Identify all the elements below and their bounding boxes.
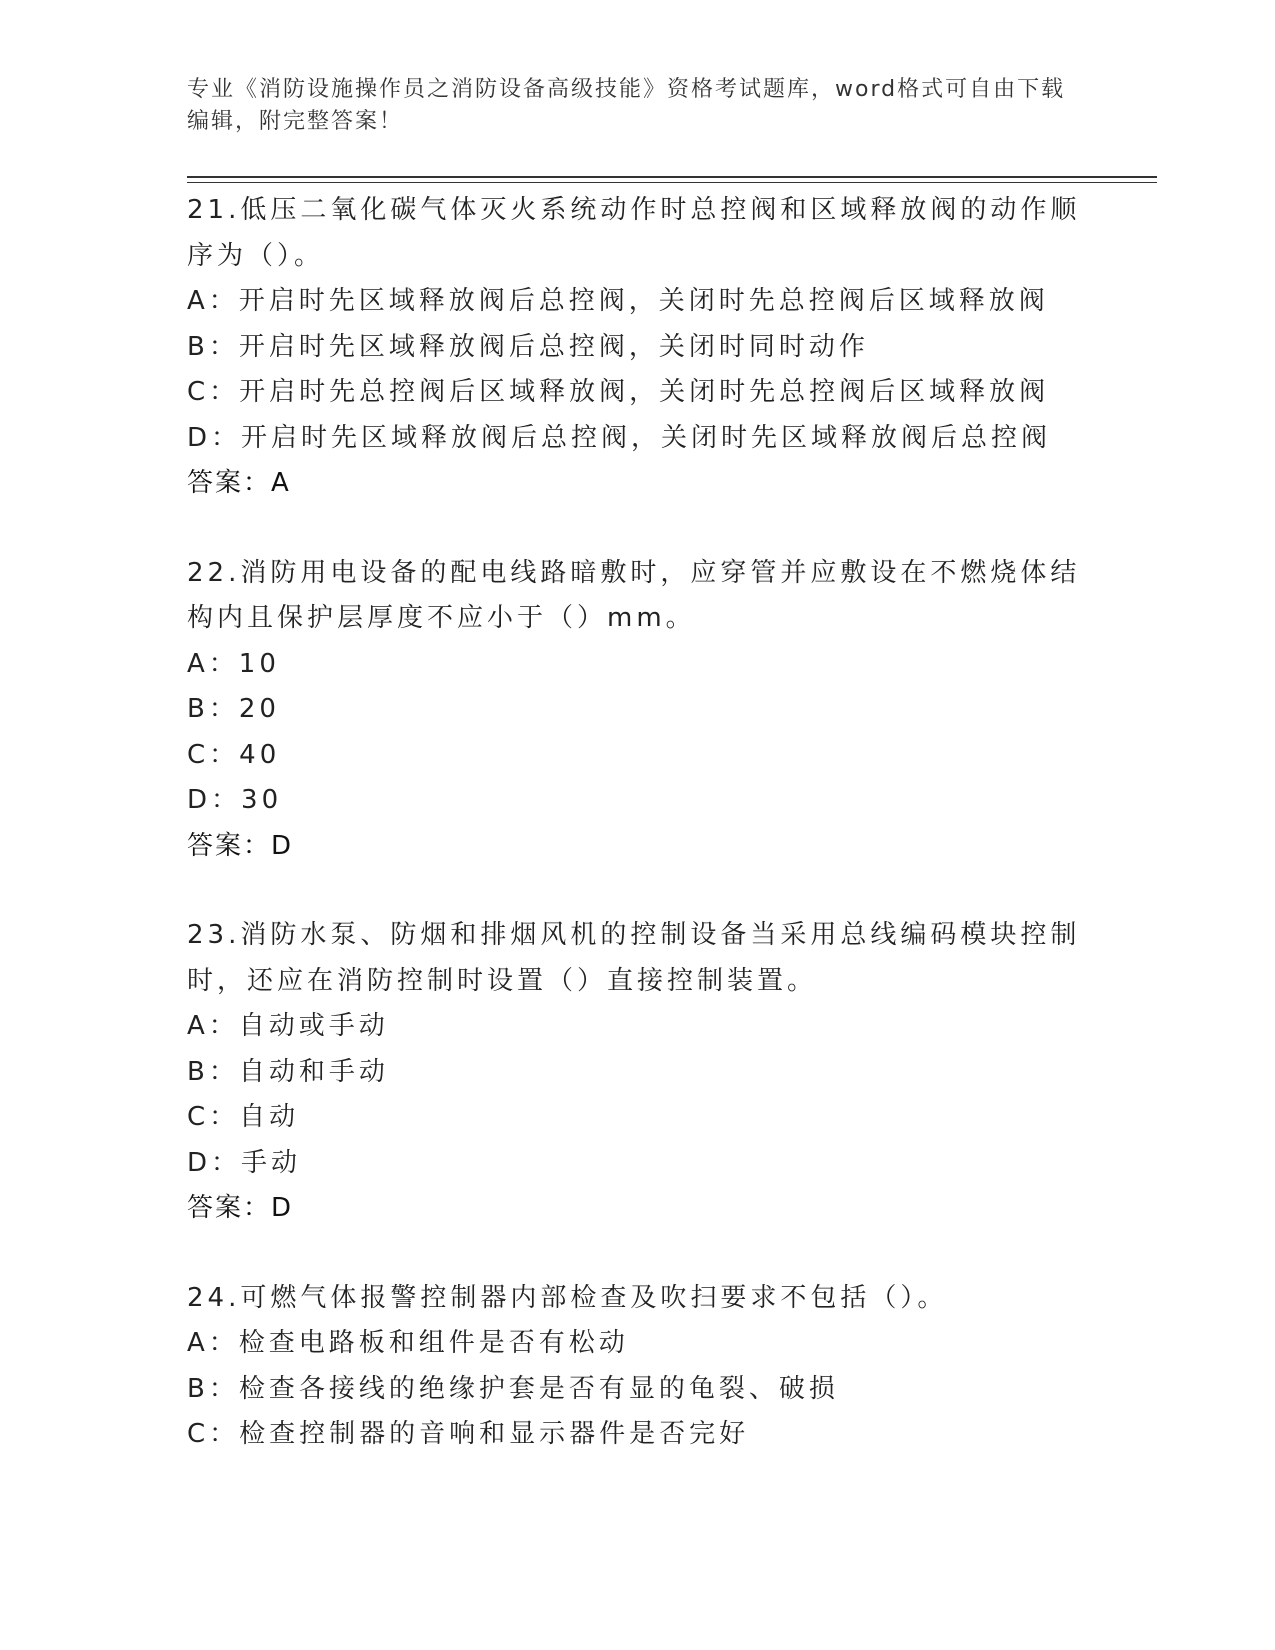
option-a: A：10: [187, 648, 280, 679]
question-list: [187, 188, 1087, 1502]
option-c: C：检查控制器的音响和显示器件是否完好: [187, 1419, 750, 1449]
option-c: C：开启时先总控阀后区域释放阀，关闭时先总控阀后区域释放阀: [187, 377, 1050, 407]
option-list: [187, 1004, 1087, 1186]
question-stem: 24.可燃气体报警控制器内部检查及吹扫要求不包括（）。: [187, 1282, 948, 1313]
option-list: [187, 642, 1087, 824]
question-21: [187, 188, 1087, 507]
option-c: C：自动: [187, 1102, 300, 1132]
question-23: [187, 913, 1087, 1232]
option-a: A：开启时先区域释放阀后总控阀，关闭时先总控阀后区域释放阀: [187, 286, 1049, 316]
answer-label: 答案：: [187, 468, 272, 498]
answer-value: D: [271, 830, 294, 861]
option-d: D：30: [187, 785, 283, 815]
answer-label: 答案：: [187, 1193, 272, 1223]
question-24: [187, 1276, 1087, 1458]
option-list: [187, 279, 1087, 461]
answer-label: 答案：: [187, 830, 272, 861]
question-stem: 21.低压二氧化碳气体灭火系统动作时总控阀和区域释放阀的动作顺序为（）。: [187, 195, 1081, 271]
answer-value: A: [271, 468, 291, 498]
option-d: D：开启时先区域释放阀后总控阀，关闭时先区域释放阀后总控阀: [187, 422, 1052, 453]
header-rule-thick: [187, 176, 1157, 178]
question-stem: 23.消防水泵、防烟和排烟风机的控制设备当采用总线编码模块控制时，还应在消防控制时设置（）直接控制装置。: [187, 920, 1081, 996]
answer-line: [187, 461, 1087, 507]
option-b: B：开启时先区域释放阀后总控阀，关闭时同时动作: [187, 331, 869, 362]
answer-value: D: [271, 1193, 294, 1223]
option-b: B：自动和手动: [187, 1056, 389, 1087]
answer-line: [187, 824, 1087, 870]
option-c: C：40: [187, 739, 281, 770]
document-header: 专业《消防设施操作员之消防设备高级技能》资格考试题库，word格式可自由下载编辑，附完整答案！: [187, 77, 1066, 134]
header-rule-thin: [187, 182, 1157, 183]
question-stem: 22.消防用电设备的配电线路暗敷时，应穿管并应敷设在不燃烧体结构内且保护层厚度不应小于（）mm。: [187, 557, 1081, 633]
option-list: [187, 1321, 1087, 1458]
option-a: A：自动或手动: [187, 1011, 389, 1041]
answer-line: [187, 1186, 1087, 1232]
option-b: B：20: [187, 694, 280, 724]
question-22: [187, 551, 1087, 870]
option-a: A：检查电路板和组件是否有松动: [187, 1328, 629, 1358]
option-b: B：检查各接线的绝缘护套是否有显的龟裂、破损: [187, 1373, 839, 1404]
option-d: D：手动: [187, 1147, 302, 1178]
